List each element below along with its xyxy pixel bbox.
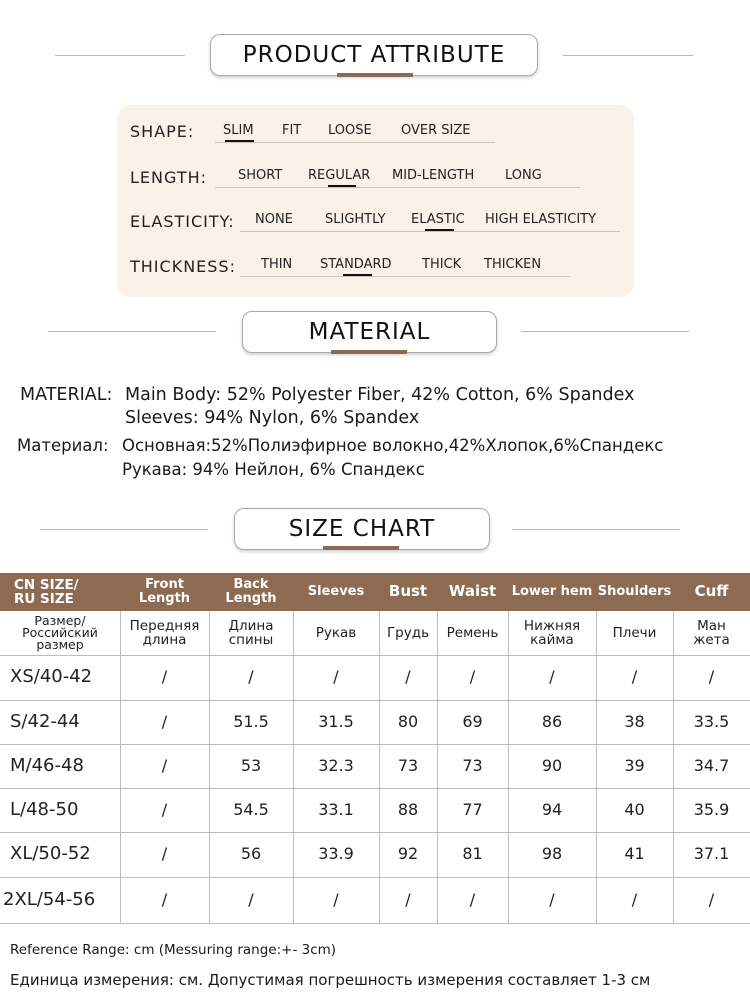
table-cell: 33.9 [318, 844, 354, 864]
section-title-attribute [210, 34, 538, 76]
table-header-ru-cell: Размер/ Российский размер [22, 613, 98, 652]
table-row-divider [0, 923, 750, 924]
table-cell: 40 [624, 799, 645, 819]
section-title-attribute-text: PRODUCT ATTRIBUTE [242, 42, 506, 68]
attr-option: LOOSE [328, 123, 372, 138]
material-label-en: MATERIAL: [20, 385, 113, 405]
attr-option: LONG [505, 168, 542, 183]
table-header-cell: Sleeves [307, 584, 365, 600]
divider-left [48, 331, 216, 332]
size-label-cell: S/42-44 [10, 710, 80, 732]
material-line-ru-1: Основная:52%Полиэфирное волокно,42%Хлопок,6%Спандекс [122, 436, 664, 455]
divider-left [55, 55, 185, 56]
table-cell: 37.1 [693, 844, 730, 864]
attr-line [240, 276, 570, 277]
table-header-cell: Front Length [138, 577, 191, 606]
table-cell: 33.1 [318, 799, 354, 819]
size-label-cell: 2XL/54-56 [3, 888, 96, 910]
divider-right [512, 529, 680, 530]
attr-option: THIN [261, 257, 293, 272]
table-cell: 86 [541, 711, 563, 731]
table-cell: 56 [240, 844, 262, 864]
table-cell: / [248, 667, 254, 687]
table-header-ru-cell: Передняя длина [129, 617, 200, 648]
accent-bar [323, 546, 399, 550]
table-cell: 73 [397, 755, 419, 775]
table-cell: 94 [541, 799, 563, 819]
table-cell: 53 [240, 755, 262, 775]
table-header-cell: Bust [388, 582, 428, 601]
table-header-cell: Shoulders [597, 584, 672, 600]
selected-underline [328, 185, 356, 187]
table-header-ru-cell: Грудь [386, 624, 430, 641]
table-cell: 54.5 [233, 799, 269, 819]
table-cell: 32.3 [318, 755, 354, 775]
table-cell: 41 [624, 844, 645, 864]
table-cell: 31.5 [318, 711, 354, 731]
table-cell: 34.7 [693, 755, 730, 775]
attr-label-length: LENGTH: [130, 168, 208, 187]
table-cell: 73 [462, 755, 483, 775]
material-label-ru: Материал: [17, 436, 109, 455]
material-line-ru-2: Рукава: 94% Нейлон, 6% Спандекс [122, 460, 425, 479]
attr-label-thickness: THICKNESS: [130, 257, 236, 276]
table-header-cell: Waist [448, 582, 497, 601]
table-cell: / [161, 755, 168, 775]
size-label-cell: L/48-50 [10, 798, 79, 820]
table-cell: / [549, 667, 555, 687]
table-header-ru-cell: Ман жета [693, 617, 730, 648]
size-label-cell: M/46-48 [10, 754, 84, 776]
attr-option: SHORT [238, 168, 283, 183]
accent-bar [337, 73, 413, 77]
table-cell: / [161, 889, 168, 909]
table-header-cell: Cuff [694, 582, 729, 601]
table-header-cell: CN SIZE/ RU SIZE [14, 576, 79, 607]
table-cell: 51.5 [233, 711, 269, 731]
table-header-ru-cell: Плечи [612, 624, 657, 641]
table-cell: / [333, 889, 339, 909]
table-cell: / [248, 889, 254, 909]
table-cell: / [469, 667, 476, 687]
selected-underline [343, 274, 372, 276]
attr-line [215, 142, 495, 143]
table-cell: / [549, 889, 555, 909]
attr-option: THICK [422, 257, 462, 272]
table-cell: / [469, 889, 476, 909]
table-cell: 33.5 [693, 711, 730, 731]
table-cell: / [708, 889, 715, 909]
attr-option: HIGH ELASTICITY [485, 212, 597, 227]
table-header-ru-cell: Рукав [315, 624, 357, 641]
table-cell: / [161, 844, 168, 864]
table-header-cell: Lower hem [511, 584, 593, 600]
table-cell: 92 [397, 844, 419, 864]
table-cell: / [161, 667, 168, 687]
attr-option: REGULAR [308, 168, 371, 183]
table-cell: / [333, 667, 339, 687]
attr-line [215, 187, 580, 188]
selected-underline [225, 140, 254, 142]
attr-option: OVER SIZE [401, 123, 471, 138]
attr-option: THICKEN [484, 257, 542, 272]
table-cell: 88 [397, 799, 419, 819]
table-header-ru-cell: Нижняя кайма [523, 617, 581, 648]
attr-option: ELASTIC [411, 212, 465, 227]
table-cell: / [631, 889, 638, 909]
divider-right [521, 331, 689, 332]
attr-option: NONE [255, 212, 293, 227]
table-header-cell: Back Length [225, 577, 277, 606]
attr-option: FIT [282, 123, 302, 138]
size-label-cell: XS/40-42 [10, 666, 93, 688]
divider-left [40, 529, 208, 530]
table-cell: 77 [462, 799, 483, 819]
table-header-ru-cell: Ремень [446, 624, 499, 641]
table-cell: 35.9 [693, 799, 730, 819]
table-cell: / [161, 799, 168, 819]
attr-label-shape: SHAPE: [130, 122, 195, 141]
section-title-material-text: MATERIAL [308, 319, 431, 345]
size-label-cell: XL/50-52 [10, 843, 91, 865]
table-cell: / [161, 711, 168, 731]
footer-note-en: Reference Range: cm (Messuring range:+- 3cm) [10, 942, 337, 958]
attr-option: SLIM [223, 123, 254, 138]
table-cell: / [708, 667, 715, 687]
table-cell: / [631, 667, 638, 687]
material-line-en-2: Sleeves: 94% Nylon, 6% Spandex [125, 408, 420, 428]
attr-option: SLIGHTLY [325, 212, 386, 227]
accent-bar [331, 350, 407, 354]
divider-right [563, 55, 693, 56]
section-title-size-text: SIZE CHART [288, 516, 436, 542]
table-cell: / [405, 667, 411, 687]
section-title-size [234, 508, 490, 550]
attr-option: STANDARD [320, 257, 392, 272]
table-cell: 90 [541, 755, 563, 775]
table-cell: 38 [624, 711, 645, 731]
material-line-en-1: Main Body: 52% Polyester Fiber, 42% Cotton, 6% Spandex [125, 385, 635, 405]
table-cell: 80 [397, 711, 419, 731]
attr-line [240, 231, 620, 232]
section-title-material [242, 311, 497, 353]
size-chart-table [0, 573, 750, 923]
table-cell: 69 [462, 711, 483, 731]
table-header-ru-cell: Длина спины [228, 617, 274, 648]
footer-note-ru: Единица измерения: см. Допустимая погрешность измерения составляет 1-3 см [10, 971, 651, 989]
table-cell: 81 [462, 844, 483, 864]
table-cell: / [405, 889, 411, 909]
attr-option: MID-LENGTH [392, 168, 475, 183]
table-cell: 39 [624, 755, 645, 775]
table-cell: 98 [541, 844, 563, 864]
attr-label-elasticity: ELASTICITY: [130, 212, 235, 231]
selected-underline [425, 229, 454, 231]
